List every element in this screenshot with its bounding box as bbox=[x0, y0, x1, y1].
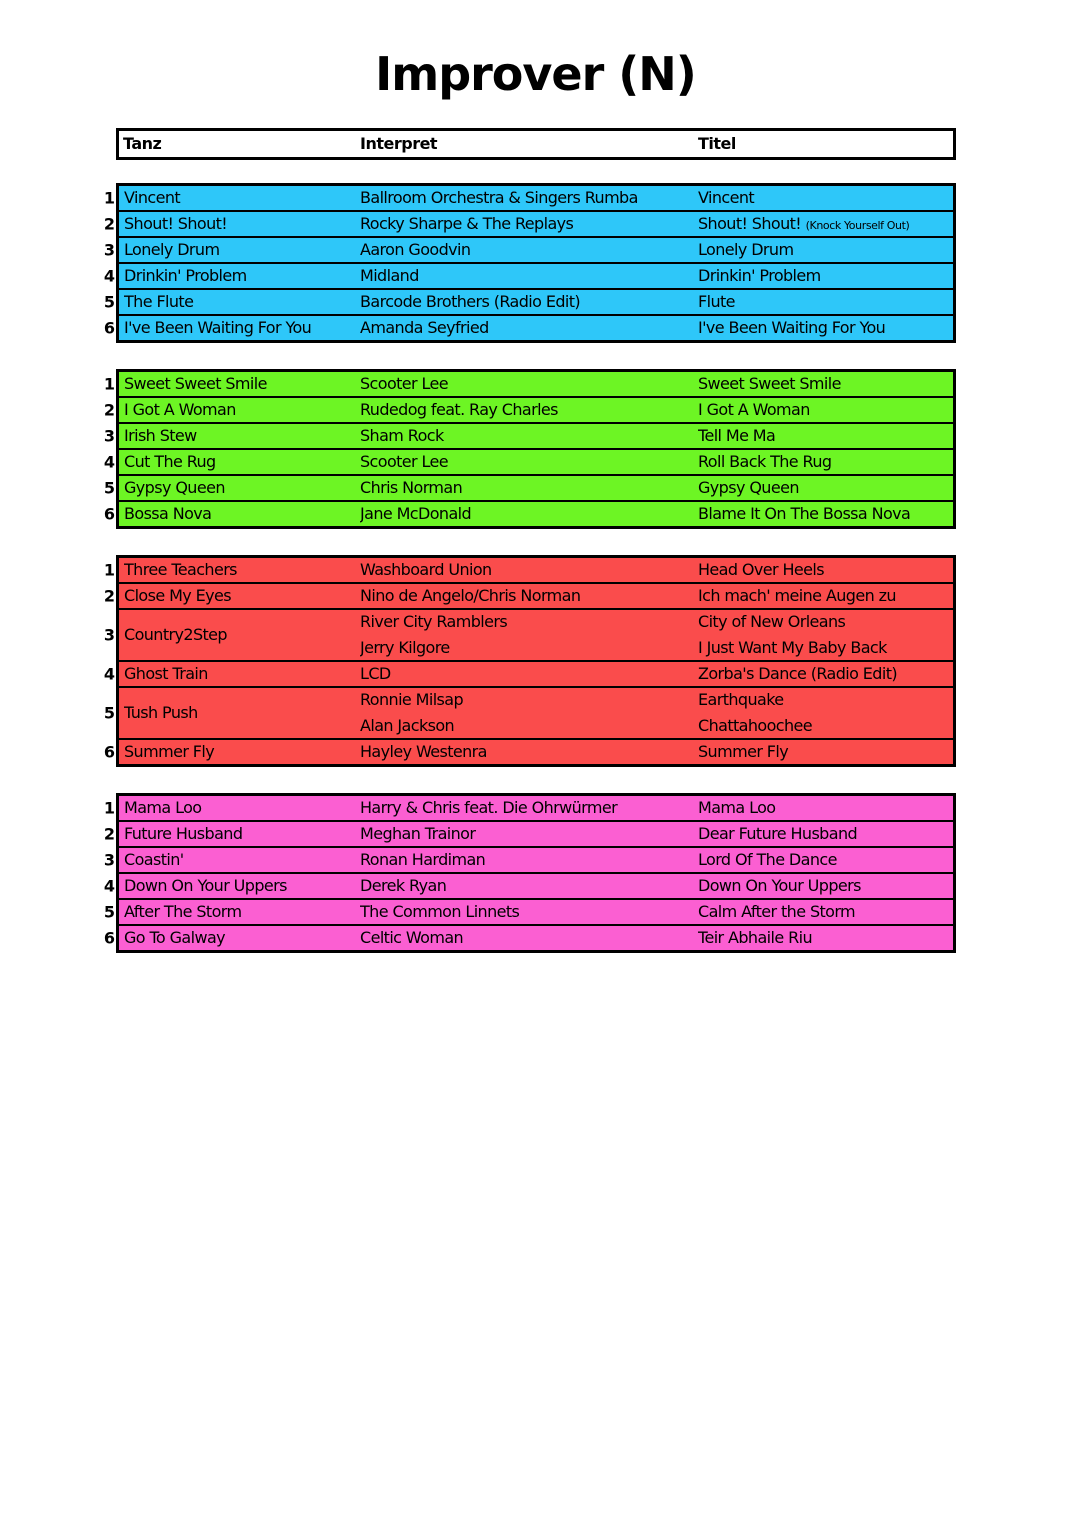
row-number: 1 bbox=[103, 560, 115, 580]
song-title-main: Down On Your Uppers bbox=[698, 876, 861, 895]
row-number: 3 bbox=[103, 426, 115, 446]
table-row bbox=[103, 608, 953, 660]
table-row bbox=[103, 582, 953, 608]
row-number: 1 bbox=[103, 374, 115, 394]
row-number: 4 bbox=[103, 266, 115, 286]
song-title-main: Drinkin' Problem bbox=[698, 266, 821, 285]
artist-name: Ballroom Orchestra & Singers Rumba bbox=[360, 188, 638, 207]
table-row bbox=[103, 558, 953, 582]
song-title bbox=[698, 264, 950, 288]
artist-name: Alan Jackson bbox=[360, 716, 455, 735]
artist-name: Nino de Angelo/Chris Norman bbox=[360, 586, 581, 605]
table-row bbox=[103, 796, 953, 820]
dance-name: Future Husband bbox=[124, 824, 243, 843]
song-title-main: Mama Loo bbox=[698, 798, 776, 817]
header-dance: Tanz bbox=[123, 134, 162, 153]
table-row bbox=[103, 872, 953, 898]
row-number: 6 bbox=[103, 742, 115, 762]
row-number: 3 bbox=[103, 240, 115, 260]
song-title-main: Blame It On The Bossa Nova bbox=[698, 504, 911, 523]
row-number: 6 bbox=[103, 928, 115, 948]
dance-name: Sweet Sweet Smile bbox=[124, 374, 267, 393]
song-title-main: I Just Want My Baby Back bbox=[698, 638, 887, 657]
song-title bbox=[698, 424, 950, 448]
row-number: 5 bbox=[103, 478, 115, 498]
table-row bbox=[103, 738, 953, 764]
song-title-main: Ich mach' meine Augen zu bbox=[698, 586, 896, 605]
table-row bbox=[103, 210, 953, 236]
artist-name: Barcode Brothers (Radio Edit) bbox=[360, 292, 581, 311]
row-number: 3 bbox=[103, 850, 115, 870]
table-row bbox=[103, 422, 953, 448]
song-title bbox=[698, 662, 950, 686]
row-number: 3 bbox=[103, 625, 115, 645]
dance-name: Ghost Train bbox=[124, 664, 208, 683]
song-title-main: I've Been Waiting For You bbox=[698, 318, 886, 337]
table-row bbox=[103, 314, 953, 340]
dance-name: Shout! Shout! bbox=[124, 214, 228, 233]
row-number: 1 bbox=[103, 188, 115, 208]
artist-name: Ronan Hardiman bbox=[360, 850, 486, 869]
dance-name: Mama Loo bbox=[124, 798, 202, 817]
dance-name: Cut The Rug bbox=[124, 452, 216, 471]
song-title bbox=[698, 714, 950, 738]
song-title-main: Flute bbox=[698, 292, 735, 311]
dance-block bbox=[103, 793, 956, 953]
song-title bbox=[698, 502, 950, 526]
artist-name: LCD bbox=[360, 664, 391, 683]
dance-name: Vincent bbox=[124, 188, 181, 207]
row-number: 4 bbox=[103, 664, 115, 684]
artist-name: Hayley Westenra bbox=[360, 742, 487, 761]
artist-name: Amanda Seyfried bbox=[360, 318, 489, 337]
song-title-main: Shout! Shout! bbox=[698, 214, 802, 233]
header-artist: Interpret bbox=[360, 134, 438, 153]
dance-name: Three Teachers bbox=[124, 560, 237, 579]
song-title bbox=[698, 848, 950, 872]
dance-name: Lonely Drum bbox=[124, 240, 220, 259]
song-title-main: Dear Future Husband bbox=[698, 824, 858, 843]
song-title-main: Chattahoochee bbox=[698, 716, 813, 735]
song-title bbox=[698, 476, 950, 500]
dance-name: Tush Push bbox=[124, 703, 198, 722]
artist-name: Chris Norman bbox=[360, 478, 463, 497]
artist-name: Sham Rock bbox=[360, 426, 444, 445]
dance-name: Bossa Nova bbox=[124, 504, 212, 523]
song-title-main: Tell Me Ma bbox=[698, 426, 776, 445]
song-title-main: Summer Fly bbox=[698, 742, 789, 761]
dance-block bbox=[103, 369, 956, 529]
dance-name: Down On Your Uppers bbox=[124, 876, 287, 895]
artist-name: River City Ramblers bbox=[360, 612, 508, 631]
artist-name: Harry & Chris feat. Die Ohrwürmer bbox=[360, 798, 618, 817]
dance-block bbox=[103, 183, 956, 343]
dance-name: I Got A Woman bbox=[124, 400, 236, 419]
song-title-main: Gypsy Queen bbox=[698, 478, 799, 497]
artist-name: Rocky Sharpe & The Replays bbox=[360, 214, 574, 233]
table-row bbox=[103, 924, 953, 950]
artist-name: Aaron Goodvin bbox=[360, 240, 471, 259]
song-title bbox=[698, 238, 950, 262]
song-title-main: Vincent bbox=[698, 188, 755, 207]
page-title: Improver (N) bbox=[375, 47, 696, 101]
song-title-main: Head Over Heels bbox=[698, 560, 824, 579]
song-title bbox=[698, 796, 950, 820]
song-title bbox=[698, 688, 950, 712]
table-row bbox=[103, 500, 953, 526]
artist-name: Celtic Woman bbox=[360, 928, 464, 947]
row-number: 2 bbox=[103, 586, 115, 606]
row-number: 5 bbox=[103, 703, 115, 723]
artist-name: Washboard Union bbox=[360, 560, 492, 579]
table-row bbox=[103, 186, 953, 210]
dance-block bbox=[103, 555, 956, 767]
artist-name: Scooter Lee bbox=[360, 452, 449, 471]
table-row bbox=[103, 396, 953, 422]
song-title bbox=[698, 558, 950, 582]
row-number: 6 bbox=[103, 318, 115, 338]
song-title-main: Zorba's Dance (Radio Edit) bbox=[698, 664, 898, 683]
table-row bbox=[103, 898, 953, 924]
song-title bbox=[698, 316, 950, 340]
song-title bbox=[698, 186, 950, 210]
song-title bbox=[698, 636, 950, 660]
table-row bbox=[103, 820, 953, 846]
song-title-main: City of New Orleans bbox=[698, 612, 846, 631]
song-title-main: Earthquake bbox=[698, 690, 784, 709]
dance-name: Coastin' bbox=[124, 850, 184, 869]
artist-name: Midland bbox=[360, 266, 419, 285]
table-header bbox=[116, 128, 956, 160]
table-row bbox=[103, 236, 953, 262]
song-title-main: Lonely Drum bbox=[698, 240, 794, 259]
row-number: 4 bbox=[103, 876, 115, 896]
dance-name: Close My Eyes bbox=[124, 586, 231, 605]
dance-name: Drinkin' Problem bbox=[124, 266, 247, 285]
row-number: 2 bbox=[103, 400, 115, 420]
dance-name: Gypsy Queen bbox=[124, 478, 225, 497]
song-title bbox=[698, 450, 950, 474]
row-number: 2 bbox=[103, 214, 115, 234]
artist-name: Meghan Trainor bbox=[360, 824, 476, 843]
artist-name: Jerry Kilgore bbox=[360, 638, 450, 657]
dance-name: Summer Fly bbox=[124, 742, 215, 761]
table-row bbox=[103, 448, 953, 474]
dance-name: After The Storm bbox=[124, 902, 242, 921]
table-row bbox=[103, 372, 953, 396]
song-title bbox=[698, 584, 950, 608]
row-number: 1 bbox=[103, 798, 115, 818]
song-title bbox=[698, 926, 950, 950]
artist-name: Ronnie Milsap bbox=[360, 690, 464, 709]
table-row bbox=[103, 288, 953, 314]
artist-name: Derek Ryan bbox=[360, 876, 447, 895]
song-title-main: I Got A Woman bbox=[698, 400, 810, 419]
row-number: 2 bbox=[103, 824, 115, 844]
row-number: 4 bbox=[103, 452, 115, 472]
song-title bbox=[698, 398, 950, 422]
artist-name: Jane McDonald bbox=[360, 504, 472, 523]
song-title bbox=[698, 874, 950, 898]
song-title-main: Calm After the Storm bbox=[698, 902, 856, 921]
artist-name: The Common Linnets bbox=[360, 902, 520, 921]
song-title-main: Teir Abhaile Riu bbox=[698, 928, 812, 947]
table-row bbox=[103, 686, 953, 738]
dance-name: Go To Galway bbox=[124, 928, 226, 947]
artist-name: Scooter Lee bbox=[360, 374, 449, 393]
song-title-main: Lord Of The Dance bbox=[698, 850, 837, 869]
dance-name: Irish Stew bbox=[124, 426, 197, 445]
table-row bbox=[103, 262, 953, 288]
dance-name: Country2Step bbox=[124, 625, 227, 644]
table-row bbox=[103, 846, 953, 872]
song-title-note: (Knock Yourself Out) bbox=[805, 219, 910, 232]
dance-name: The Flute bbox=[124, 292, 194, 311]
row-number: 5 bbox=[103, 292, 115, 312]
table-row bbox=[103, 660, 953, 686]
song-title bbox=[698, 900, 950, 924]
song-title bbox=[698, 610, 950, 634]
song-title bbox=[698, 372, 950, 396]
header-title: Titel bbox=[698, 134, 736, 153]
song-title-main: Sweet Sweet Smile bbox=[698, 374, 841, 393]
table-row bbox=[103, 474, 953, 500]
dance-name: I've Been Waiting For You bbox=[124, 318, 312, 337]
song-title bbox=[698, 822, 950, 846]
song-title-main: Roll Back The Rug bbox=[698, 452, 832, 471]
row-number: 6 bbox=[103, 504, 115, 524]
row-number: 5 bbox=[103, 902, 115, 922]
song-title bbox=[698, 290, 950, 314]
song-title bbox=[698, 212, 950, 238]
song-title bbox=[698, 740, 950, 764]
artist-name: Rudedog feat. Ray Charles bbox=[360, 400, 558, 419]
